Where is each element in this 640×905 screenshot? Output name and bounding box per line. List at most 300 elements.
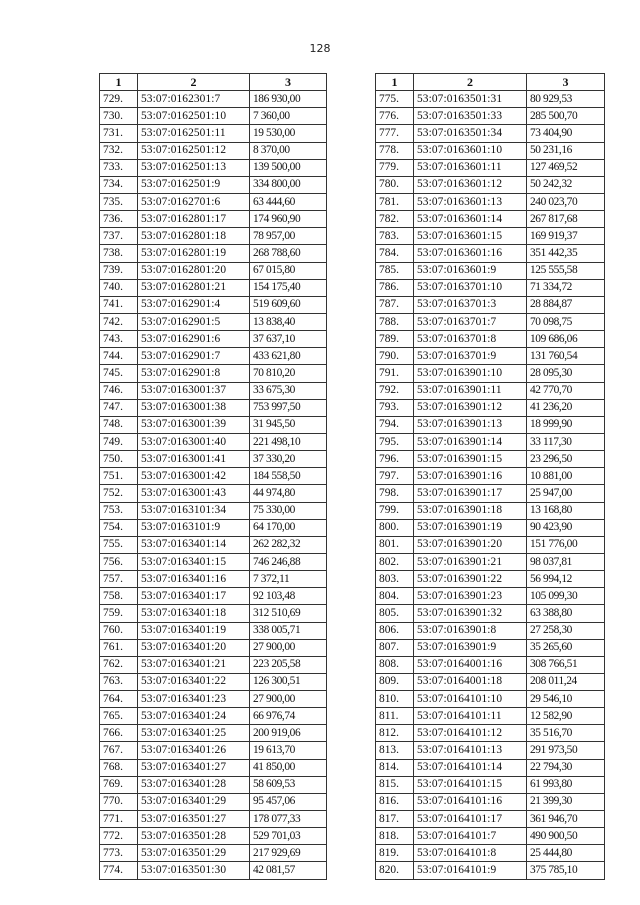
row-number-cell: 783. <box>376 228 414 245</box>
cadastral-number-cell: 53:07:0163401:27 <box>138 759 250 776</box>
table-row <box>100 399 327 416</box>
table-body-left <box>100 91 327 879</box>
cadastral-number-cell: 53:07:0162501:13 <box>138 159 250 176</box>
table-row <box>100 605 327 622</box>
table-row <box>100 433 327 450</box>
row-number-cell: 761. <box>100 639 138 656</box>
row-number-cell: 800. <box>376 519 414 536</box>
value-cell: 63 388,80 <box>527 605 605 622</box>
table-row <box>376 142 605 159</box>
row-number-cell: 814. <box>376 759 414 776</box>
cadastral-number-cell: 53:07:0163901:10 <box>414 365 527 382</box>
table-row <box>100 673 327 690</box>
row-number-cell: 803. <box>376 571 414 588</box>
table-row <box>100 536 327 553</box>
value-cell: 33 117,30 <box>527 433 605 450</box>
value-cell: 98 037,81 <box>527 553 605 570</box>
cadastral-number-cell: 53:07:0162801:21 <box>138 279 250 296</box>
row-number-cell: 748. <box>100 416 138 433</box>
table-row <box>376 416 605 433</box>
row-number-cell: 729. <box>100 91 138 108</box>
value-cell: 217 929,69 <box>250 845 327 862</box>
value-cell: 50 231,16 <box>527 142 605 159</box>
table-row <box>376 725 605 742</box>
row-number-cell: 781. <box>376 193 414 210</box>
cadastral-number-cell: 53:07:0164101:14 <box>414 759 527 776</box>
row-number-cell: 766. <box>100 725 138 742</box>
cadastral-number-cell: 53:07:0162501:12 <box>138 142 250 159</box>
cadastral-number-cell: 53:07:0163001:38 <box>138 399 250 416</box>
cadastral-number-cell: 53:07:0164101:7 <box>414 828 527 845</box>
cadastral-number-cell: 53:07:0162501:9 <box>138 176 250 193</box>
row-number-cell: 791. <box>376 365 414 382</box>
table-row <box>100 348 327 365</box>
table-row <box>100 91 327 108</box>
value-cell: 200 919,06 <box>250 725 327 742</box>
row-number-cell: 756. <box>100 553 138 570</box>
table-row <box>376 776 605 793</box>
row-number-cell: 787. <box>376 296 414 313</box>
cadastral-number-cell: 53:07:0163401:22 <box>138 673 250 690</box>
table-row <box>376 845 605 862</box>
cadastral-number-cell: 53:07:0163901:12 <box>414 399 527 416</box>
cadastral-number-cell: 53:07:0163501:30 <box>138 862 250 879</box>
row-number-cell: 784. <box>376 245 414 262</box>
row-number-cell: 792. <box>376 382 414 399</box>
row-number-cell: 794. <box>376 416 414 433</box>
cadastral-number-cell: 53:07:0162301:7 <box>138 91 250 108</box>
row-number-cell: 742. <box>100 313 138 330</box>
cadastral-number-cell: 53:07:0164101:16 <box>414 793 527 810</box>
value-cell: 262 282,32 <box>250 536 327 553</box>
row-number-cell: 807. <box>376 639 414 656</box>
row-number-cell: 797. <box>376 468 414 485</box>
cadastral-number-cell: 53:07:0163601:10 <box>414 142 527 159</box>
cadastral-number-cell: 53:07:0163901:16 <box>414 468 527 485</box>
value-cell: 95 457,06 <box>250 793 327 810</box>
table-row <box>100 656 327 673</box>
row-number-cell: 774. <box>100 862 138 879</box>
table-row <box>100 553 327 570</box>
cadastral-number-cell: 53:07:0162801:17 <box>138 211 250 228</box>
table-row <box>100 142 327 159</box>
table-row <box>100 365 327 382</box>
cadastral-number-cell: 53:07:0163401:29 <box>138 793 250 810</box>
table-row <box>100 228 327 245</box>
value-cell: 35 265,60 <box>527 639 605 656</box>
cadastral-number-cell: 53:07:0163501:34 <box>414 125 527 142</box>
table-row <box>100 588 327 605</box>
row-number-cell: 817. <box>376 811 414 828</box>
row-number-cell: 752. <box>100 485 138 502</box>
value-cell: 126 300,51 <box>250 673 327 690</box>
value-cell: 8 370,00 <box>250 142 327 159</box>
value-cell: 268 788,60 <box>250 245 327 262</box>
row-number-cell: 744. <box>100 348 138 365</box>
cadastral-number-cell: 53:07:0163501:29 <box>138 845 250 862</box>
cadastral-number-cell: 53:07:0163401:17 <box>138 588 250 605</box>
cadastral-number-cell: 53:07:0164101:11 <box>414 708 527 725</box>
row-number-cell: 745. <box>100 365 138 382</box>
column-header-value: 3 <box>527 74 605 91</box>
value-cell: 75 330,00 <box>250 502 327 519</box>
row-number-cell: 765. <box>100 708 138 725</box>
value-cell: 221 498,10 <box>250 433 327 450</box>
table-row <box>376 279 605 296</box>
registry-table-left <box>99 73 327 880</box>
cadastral-number-cell: 53:07:0163401:16 <box>138 571 250 588</box>
value-cell: 19 613,70 <box>250 742 327 759</box>
value-cell: 178 077,33 <box>250 811 327 828</box>
table-row <box>376 828 605 845</box>
row-number-cell: 736. <box>100 211 138 228</box>
value-cell: 92 103,48 <box>250 588 327 605</box>
value-cell: 13 168,80 <box>527 502 605 519</box>
cadastral-number-cell: 53:07:0162901:8 <box>138 365 250 382</box>
table-row <box>376 331 605 348</box>
value-cell: 184 558,50 <box>250 468 327 485</box>
table-row <box>100 571 327 588</box>
cadastral-number-cell: 53:07:0163401:26 <box>138 742 250 759</box>
value-cell: 70 098,75 <box>527 313 605 330</box>
column-header-number: 1 <box>100 74 138 91</box>
table-row <box>376 468 605 485</box>
cadastral-number-cell: 53:07:0163001:41 <box>138 451 250 468</box>
value-cell: 139 500,00 <box>250 159 327 176</box>
row-number-cell: 763. <box>100 673 138 690</box>
row-number-cell: 777. <box>376 125 414 142</box>
cadastral-number-cell: 53:07:0163901:32 <box>414 605 527 622</box>
value-cell: 31 945,50 <box>250 416 327 433</box>
cadastral-number-cell: 53:07:0163901:18 <box>414 502 527 519</box>
row-number-cell: 790. <box>376 348 414 365</box>
cadastral-number-cell: 53:07:0163001:43 <box>138 485 250 502</box>
table-row <box>100 262 327 279</box>
row-number-cell: 773. <box>100 845 138 862</box>
table-row <box>376 673 605 690</box>
table-row <box>376 245 605 262</box>
table-row <box>100 793 327 810</box>
value-cell: 433 621,80 <box>250 348 327 365</box>
page-number: 128 <box>309 42 331 55</box>
table-row <box>100 331 327 348</box>
table-row <box>100 502 327 519</box>
cadastral-number-cell: 53:07:0163901:13 <box>414 416 527 433</box>
cadastral-number-cell: 53:07:0162901:4 <box>138 296 250 313</box>
table-row <box>100 176 327 193</box>
row-number-cell: 754. <box>100 519 138 536</box>
table-row <box>376 622 605 639</box>
cadastral-number-cell: 53:07:0162901:5 <box>138 313 250 330</box>
table-row <box>376 365 605 382</box>
cadastral-number-cell: 53:07:0162901:7 <box>138 348 250 365</box>
column-header-cadastral: 2 <box>138 74 250 91</box>
row-number-cell: 740. <box>100 279 138 296</box>
value-cell: 312 510,69 <box>250 605 327 622</box>
table-row <box>376 433 605 450</box>
row-number-cell: 815. <box>376 776 414 793</box>
table-row <box>376 588 605 605</box>
row-number-cell: 767. <box>100 742 138 759</box>
value-cell: 25 947,00 <box>527 485 605 502</box>
table-row <box>100 742 327 759</box>
cadastral-number-cell: 53:07:0164101:12 <box>414 725 527 742</box>
row-number-cell: 810. <box>376 691 414 708</box>
row-number-cell: 770. <box>100 793 138 810</box>
row-number-cell: 768. <box>100 759 138 776</box>
value-cell: 25 444,80 <box>527 845 605 862</box>
row-number-cell: 730. <box>100 108 138 125</box>
table-row <box>376 793 605 810</box>
cadastral-number-cell: 53:07:0163601:11 <box>414 159 527 176</box>
value-cell: 67 015,80 <box>250 262 327 279</box>
cadastral-number-cell: 53:07:0163401:14 <box>138 536 250 553</box>
table-row <box>376 862 605 879</box>
cadastral-number-cell: 53:07:0163901:15 <box>414 451 527 468</box>
row-number-cell: 786. <box>376 279 414 296</box>
cadastral-number-cell: 53:07:0163401:15 <box>138 553 250 570</box>
value-cell: 61 993,80 <box>527 776 605 793</box>
row-number-cell: 808. <box>376 656 414 673</box>
column-header-number: 1 <box>376 74 414 91</box>
value-cell: 22 794,30 <box>527 759 605 776</box>
value-cell: 41 850,00 <box>250 759 327 776</box>
table-row <box>100 416 327 433</box>
row-number-cell: 801. <box>376 536 414 553</box>
value-cell: 78 957,00 <box>250 228 327 245</box>
value-cell: 13 838,40 <box>250 313 327 330</box>
cadastral-number-cell: 53:07:0163601:14 <box>414 211 527 228</box>
table-row <box>100 451 327 468</box>
cadastral-number-cell: 53:07:0164101:8 <box>414 845 527 862</box>
value-cell: 58 609,53 <box>250 776 327 793</box>
value-cell: 19 530,00 <box>250 125 327 142</box>
cadastral-number-cell: 53:07:0164101:15 <box>414 776 527 793</box>
value-cell: 70 810,20 <box>250 365 327 382</box>
cadastral-number-cell: 53:07:0163401:23 <box>138 691 250 708</box>
value-cell: 308 766,51 <box>527 656 605 673</box>
table-row <box>100 245 327 262</box>
column-header-value: 3 <box>250 74 327 91</box>
value-cell: 37 637,10 <box>250 331 327 348</box>
cadastral-number-cell: 53:07:0163401:24 <box>138 708 250 725</box>
row-number-cell: 739. <box>100 262 138 279</box>
value-cell: 223 205,58 <box>250 656 327 673</box>
cadastral-number-cell: 53:07:0163601:13 <box>414 193 527 210</box>
cadastral-number-cell: 53:07:0163601:9 <box>414 262 527 279</box>
value-cell: 29 546,10 <box>527 691 605 708</box>
table-row <box>376 708 605 725</box>
cadastral-number-cell: 53:07:0163901:19 <box>414 519 527 536</box>
table-row <box>100 862 327 879</box>
row-number-cell: 743. <box>100 331 138 348</box>
header-row <box>376 74 605 91</box>
row-number-cell: 772. <box>100 828 138 845</box>
value-cell: 7 372,11 <box>250 571 327 588</box>
value-cell: 90 423,90 <box>527 519 605 536</box>
row-number-cell: 820. <box>376 862 414 879</box>
row-number-cell: 799. <box>376 502 414 519</box>
value-cell: 7 360,00 <box>250 108 327 125</box>
value-cell: 27 900,00 <box>250 691 327 708</box>
value-cell: 42 081,57 <box>250 862 327 879</box>
row-number-cell: 769. <box>100 776 138 793</box>
value-cell: 208 011,24 <box>527 673 605 690</box>
table-row <box>376 228 605 245</box>
table-row <box>100 108 327 125</box>
row-number-cell: 762. <box>100 656 138 673</box>
cadastral-number-cell: 53:07:0163701:8 <box>414 331 527 348</box>
value-cell: 174 960,90 <box>250 211 327 228</box>
table-row <box>100 725 327 742</box>
row-number-cell: 747. <box>100 399 138 416</box>
cadastral-number-cell: 53:07:0163701:9 <box>414 348 527 365</box>
cadastral-number-cell: 53:07:0163901:22 <box>414 571 527 588</box>
row-number-cell: 780. <box>376 176 414 193</box>
table-row <box>376 691 605 708</box>
table-row <box>376 211 605 228</box>
cadastral-number-cell: 53:07:0163601:12 <box>414 176 527 193</box>
cadastral-number-cell: 53:07:0163901:17 <box>414 485 527 502</box>
value-cell: 56 994,12 <box>527 571 605 588</box>
cadastral-number-cell: 53:07:0163001:37 <box>138 382 250 399</box>
value-cell: 63 444,60 <box>250 193 327 210</box>
cadastral-number-cell: 53:07:0163901:8 <box>414 622 527 639</box>
table-row <box>100 708 327 725</box>
cadastral-number-cell: 53:07:0163701:3 <box>414 296 527 313</box>
cadastral-number-cell: 53:07:0163401:20 <box>138 639 250 656</box>
value-cell: 334 800,00 <box>250 176 327 193</box>
table-row <box>376 536 605 553</box>
row-number-cell: 753. <box>100 502 138 519</box>
table-row <box>376 313 605 330</box>
row-number-cell: 818. <box>376 828 414 845</box>
row-number-cell: 737. <box>100 228 138 245</box>
cadastral-number-cell: 53:07:0163401:21 <box>138 656 250 673</box>
value-cell: 42 770,70 <box>527 382 605 399</box>
row-number-cell: 732. <box>100 142 138 159</box>
value-cell: 131 760,54 <box>527 348 605 365</box>
row-number-cell: 793. <box>376 399 414 416</box>
row-number-cell: 819. <box>376 845 414 862</box>
row-number-cell: 738. <box>100 245 138 262</box>
value-cell: 109 686,06 <box>527 331 605 348</box>
table-body-right <box>376 91 605 879</box>
header-row <box>100 74 327 91</box>
cadastral-number-cell: 53:07:0163501:27 <box>138 811 250 828</box>
value-cell: 41 236,20 <box>527 399 605 416</box>
value-cell: 154 175,40 <box>250 279 327 296</box>
table-row <box>100 382 327 399</box>
cadastral-number-cell: 53:07:0163601:16 <box>414 245 527 262</box>
cadastral-number-cell: 53:07:0163901:14 <box>414 433 527 450</box>
table-row <box>376 108 605 125</box>
table-row <box>376 639 605 656</box>
cadastral-number-cell: 53:07:0164101:13 <box>414 742 527 759</box>
row-number-cell: 760. <box>100 622 138 639</box>
table-row <box>376 656 605 673</box>
row-number-cell: 809. <box>376 673 414 690</box>
value-cell: 240 023,70 <box>527 193 605 210</box>
value-cell: 746 246,88 <box>250 553 327 570</box>
table-row <box>376 502 605 519</box>
row-number-cell: 778. <box>376 142 414 159</box>
value-cell: 127 469,52 <box>527 159 605 176</box>
value-cell: 71 334,72 <box>527 279 605 296</box>
registry-table-right <box>375 73 605 880</box>
value-cell: 33 675,30 <box>250 382 327 399</box>
value-cell: 361 946,70 <box>527 811 605 828</box>
cadastral-number-cell: 53:07:0164001:16 <box>414 656 527 673</box>
row-number-cell: 788. <box>376 313 414 330</box>
cadastral-number-cell: 53:07:0163701:7 <box>414 313 527 330</box>
cadastral-number-cell: 53:07:0163901:23 <box>414 588 527 605</box>
cadastral-number-cell: 53:07:0162901:6 <box>138 331 250 348</box>
value-cell: 12 582,90 <box>527 708 605 725</box>
cadastral-number-cell: 53:07:0163401:25 <box>138 725 250 742</box>
row-number-cell: 798. <box>376 485 414 502</box>
table-row <box>376 382 605 399</box>
cadastral-number-cell: 53:07:0164101:9 <box>414 862 527 879</box>
value-cell: 519 609,60 <box>250 296 327 313</box>
value-cell: 28 095,30 <box>527 365 605 382</box>
row-number-cell: 805. <box>376 605 414 622</box>
value-cell: 291 973,50 <box>527 742 605 759</box>
row-number-cell: 741. <box>100 296 138 313</box>
cadastral-number-cell: 53:07:0164001:18 <box>414 673 527 690</box>
value-cell: 753 997,50 <box>250 399 327 416</box>
table-row <box>376 759 605 776</box>
row-number-cell: 816. <box>376 793 414 810</box>
table-row <box>376 91 605 108</box>
table-row <box>376 296 605 313</box>
value-cell: 529 701,03 <box>250 828 327 845</box>
cadastral-number-cell: 53:07:0163401:18 <box>138 605 250 622</box>
table-row <box>376 519 605 536</box>
table-row <box>376 605 605 622</box>
row-number-cell: 771. <box>100 811 138 828</box>
table-row <box>376 125 605 142</box>
row-number-cell: 759. <box>100 605 138 622</box>
row-number-cell: 731. <box>100 125 138 142</box>
row-number-cell: 735. <box>100 193 138 210</box>
row-number-cell: 796. <box>376 451 414 468</box>
value-cell: 64 170,00 <box>250 519 327 536</box>
row-number-cell: 758. <box>100 588 138 605</box>
cadastral-number-cell: 53:07:0162501:10 <box>138 108 250 125</box>
table-row <box>376 553 605 570</box>
value-cell: 37 330,20 <box>250 451 327 468</box>
table-row <box>100 776 327 793</box>
table-row <box>376 742 605 759</box>
row-number-cell: 734. <box>100 176 138 193</box>
table-row <box>100 296 327 313</box>
row-number-cell: 764. <box>100 691 138 708</box>
value-cell: 21 399,30 <box>527 793 605 810</box>
value-cell: 66 976,74 <box>250 708 327 725</box>
cadastral-number-cell: 53:07:0164101:17 <box>414 811 527 828</box>
table-row <box>100 313 327 330</box>
value-cell: 35 516,70 <box>527 725 605 742</box>
table-row <box>100 811 327 828</box>
row-number-cell: 785. <box>376 262 414 279</box>
table-row <box>376 159 605 176</box>
row-number-cell: 776. <box>376 108 414 125</box>
value-cell: 44 974,80 <box>250 485 327 502</box>
table-row <box>376 193 605 210</box>
cadastral-number-cell: 53:07:0162801:20 <box>138 262 250 279</box>
cadastral-number-cell: 53:07:0163001:40 <box>138 433 250 450</box>
